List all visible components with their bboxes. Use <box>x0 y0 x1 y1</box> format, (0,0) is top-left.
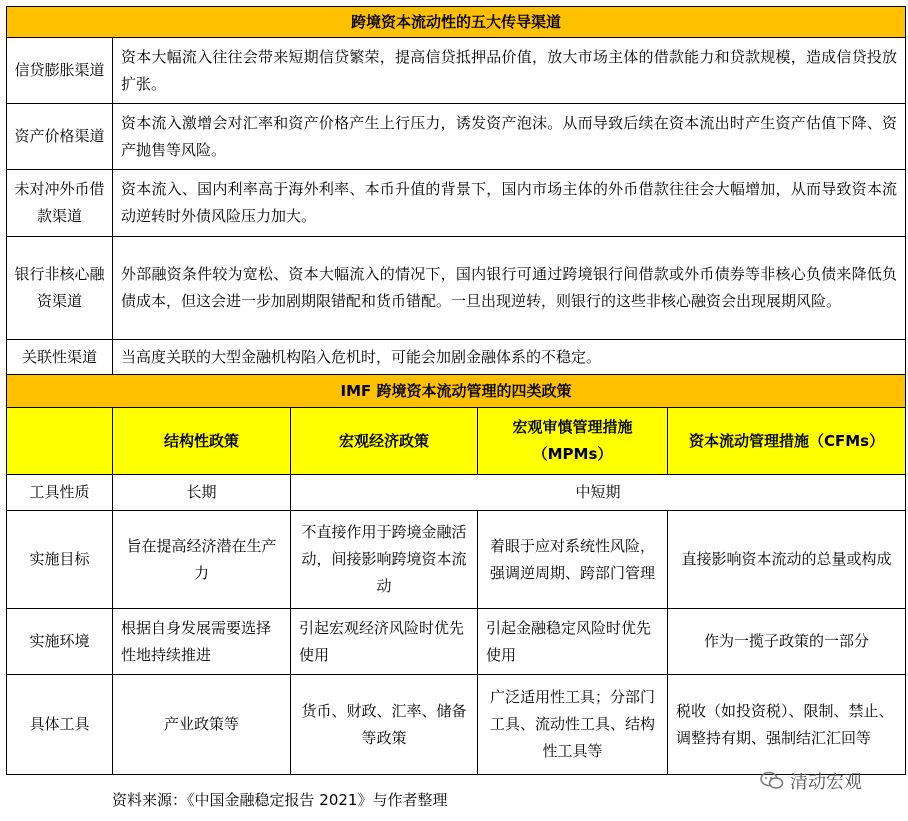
column-header: 宏观审慎管理措施（MPMs） <box>478 408 668 475</box>
table-cell-merged: 中短期 <box>291 475 906 511</box>
row-label: 实施环境 <box>7 609 113 675</box>
table-cell: 作为一揽子政策的一部分 <box>668 609 906 675</box>
table-cell: 根据自身发展需要选择性地持续推进 <box>113 609 291 675</box>
channel-description: 外部融资条件较为宽松、资本大幅流入的情况下，国内银行可通过跨境银行间借款或外币债券等非核心负债来降低负债成本，但这会进一步加剧期限错配和货币错配。一旦出现逆转，则银行的这些非核心融资会出现展期风险。 <box>113 237 906 340</box>
channel-description: 资本流入激增会对汇率和资产价格产生上行压力，诱发资产泡沫。从而导致后续在资本流出时产生资产估值下降、资产抛售等风险。 <box>113 104 906 170</box>
row-label: 实施目标 <box>7 511 113 609</box>
channel-label: 信贷膨胀渠道 <box>7 38 113 104</box>
row-label: 具体工具 <box>7 675 113 775</box>
wechat-icon <box>760 771 784 791</box>
table-cell: 着眼于应对系统性风险，强调逆周期、跨部门管理 <box>478 511 668 609</box>
channel-description: 资本流入、国内利率高于海外利率、本币升值的背景下，国内市场主体的外币借款往往会大幅增加，从而导致资本流动逆转时外债风险压力加大。 <box>113 170 906 237</box>
column-header: 宏观经济政策 <box>291 408 478 475</box>
table-cell: 长期 <box>113 475 291 511</box>
table-cell: 直接影响资本流动的总量或构成 <box>668 511 906 609</box>
table-cell: 广泛适用性工具；分部门工具、流动性工具、结构性工具等 <box>478 675 668 775</box>
channels-and-policies-table <box>6 6 906 775</box>
channel-label: 关联性渠道 <box>7 340 113 375</box>
watermark <box>760 768 862 794</box>
table-cell: 不直接作用于跨境金融活动，间接影响跨境资本流动 <box>291 511 478 609</box>
table1-title: 跨境资本流动性的五大传导渠道 <box>7 7 906 38</box>
table-cell: 税收（如投资税）、限制、禁止、调整持有期、强制结汇汇回等 <box>668 675 906 775</box>
column-header: 资本流动管理措施（CFMs） <box>668 408 906 475</box>
channel-label: 未对冲外币借款渠道 <box>7 170 113 237</box>
channel-description: 当高度关联的大型金融机构陷入危机时，可能会加剧金融体系的不稳定。 <box>113 340 906 375</box>
row-label: 工具性质 <box>7 475 113 511</box>
channel-label: 银行非核心融资渠道 <box>7 237 113 340</box>
table-cell: 引起金融稳定风险时优先使用 <box>478 609 668 675</box>
table-cell: 旨在提高经济潜在生产力 <box>113 511 291 609</box>
watermark-text: 清动宏观 <box>790 772 862 793</box>
channel-label: 资产价格渠道 <box>7 104 113 170</box>
table-cell: 引起宏观经济风险时优先使用 <box>291 609 478 675</box>
table2-title: IMF 跨境资本流动管理的四类政策 <box>7 375 906 408</box>
header-empty-cell <box>7 408 113 475</box>
channel-description: 资本大幅流入往往会带来短期信贷繁荣，提高信贷抵押品价值，放大市场主体的借款能力和贷款规模，造成信贷投放扩张。 <box>113 38 906 104</box>
source-note: 资料来源：《中国金融稳定报告 2021》与作者整理 <box>112 791 448 809</box>
table-cell: 货币、财政、汇率、储备等政策 <box>291 675 478 775</box>
table-cell: 产业政策等 <box>113 675 291 775</box>
column-header: 结构性政策 <box>113 408 291 475</box>
